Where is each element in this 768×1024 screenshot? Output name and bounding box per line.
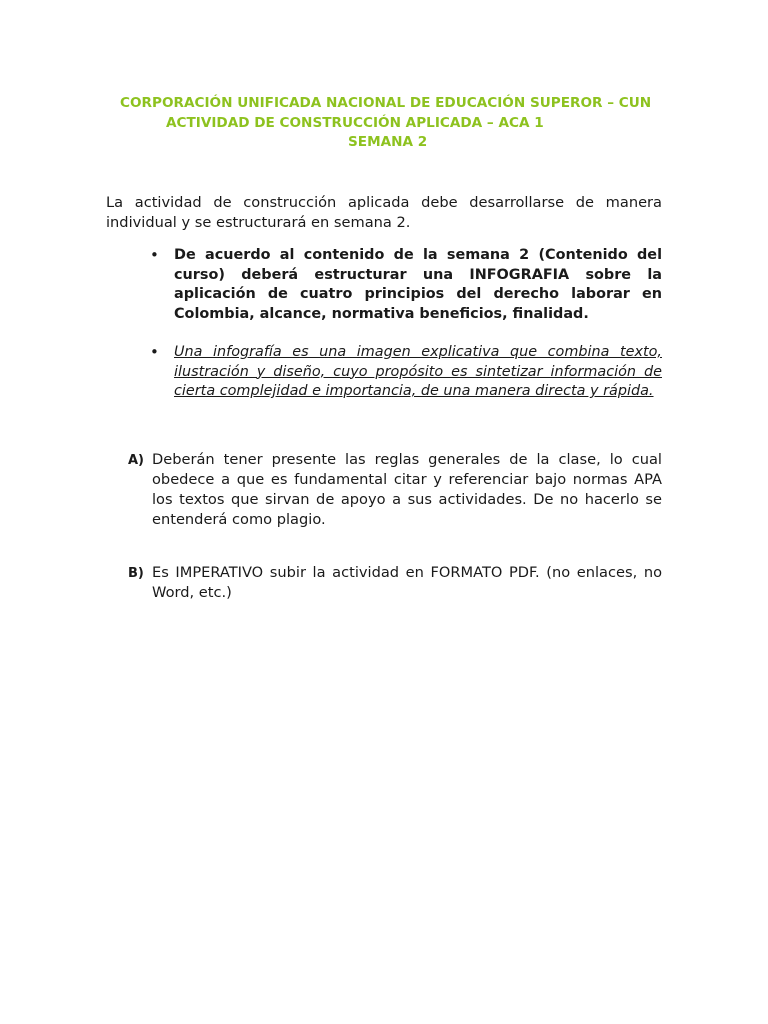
- item-text: Es IMPERATIVO subir la actividad en FORMATO PDF. (no enlaces, no Word, etc.): [152, 564, 662, 601]
- item-marker: B): [128, 566, 144, 581]
- header-week: SEMANA 2: [348, 134, 428, 150]
- header-activity: ACTIVIDAD DE CONSTRUCCIÓN APLICADA – ACA 1: [166, 115, 544, 131]
- header-institution: CORPORACIÓN UNIFICADA NACIONAL DE EDUCACIÓN SUPEROR – CUN: [120, 95, 652, 111]
- bullet-icon: •: [150, 343, 159, 361]
- bullet-text: Una infografía es una imagen explicativa que combina texto, ilustración y diseño, cuyo propósito es sintetizar información de cierta complejidad e importancia, de una manera directa y rápida.: [174, 344, 662, 399]
- item-text: Deberán tener presente las reglas generales de la clase, lo cual obedece a que es fundamental citar y referenciar bajo normas APA los textos que sirvan de apoyo a sus actividades. De no hacerlo se entenderá como plagio.: [152, 451, 662, 528]
- bullet-icon: •: [150, 246, 159, 264]
- intro-paragraph: La actividad de construcción aplicada debe desarrollarse de manera individual y se estructurará en semana 2.: [106, 194, 662, 231]
- bullet-text: De acuerdo al contenido de la semana 2 (Contenido del curso) deberá estructurar una INFOGRAFIA sobre la aplicación de cuatro principios del derecho laborar en Colombia, alcance, normativa beneficios, finalidad.: [174, 247, 662, 322]
- item-marker: A): [128, 453, 145, 468]
